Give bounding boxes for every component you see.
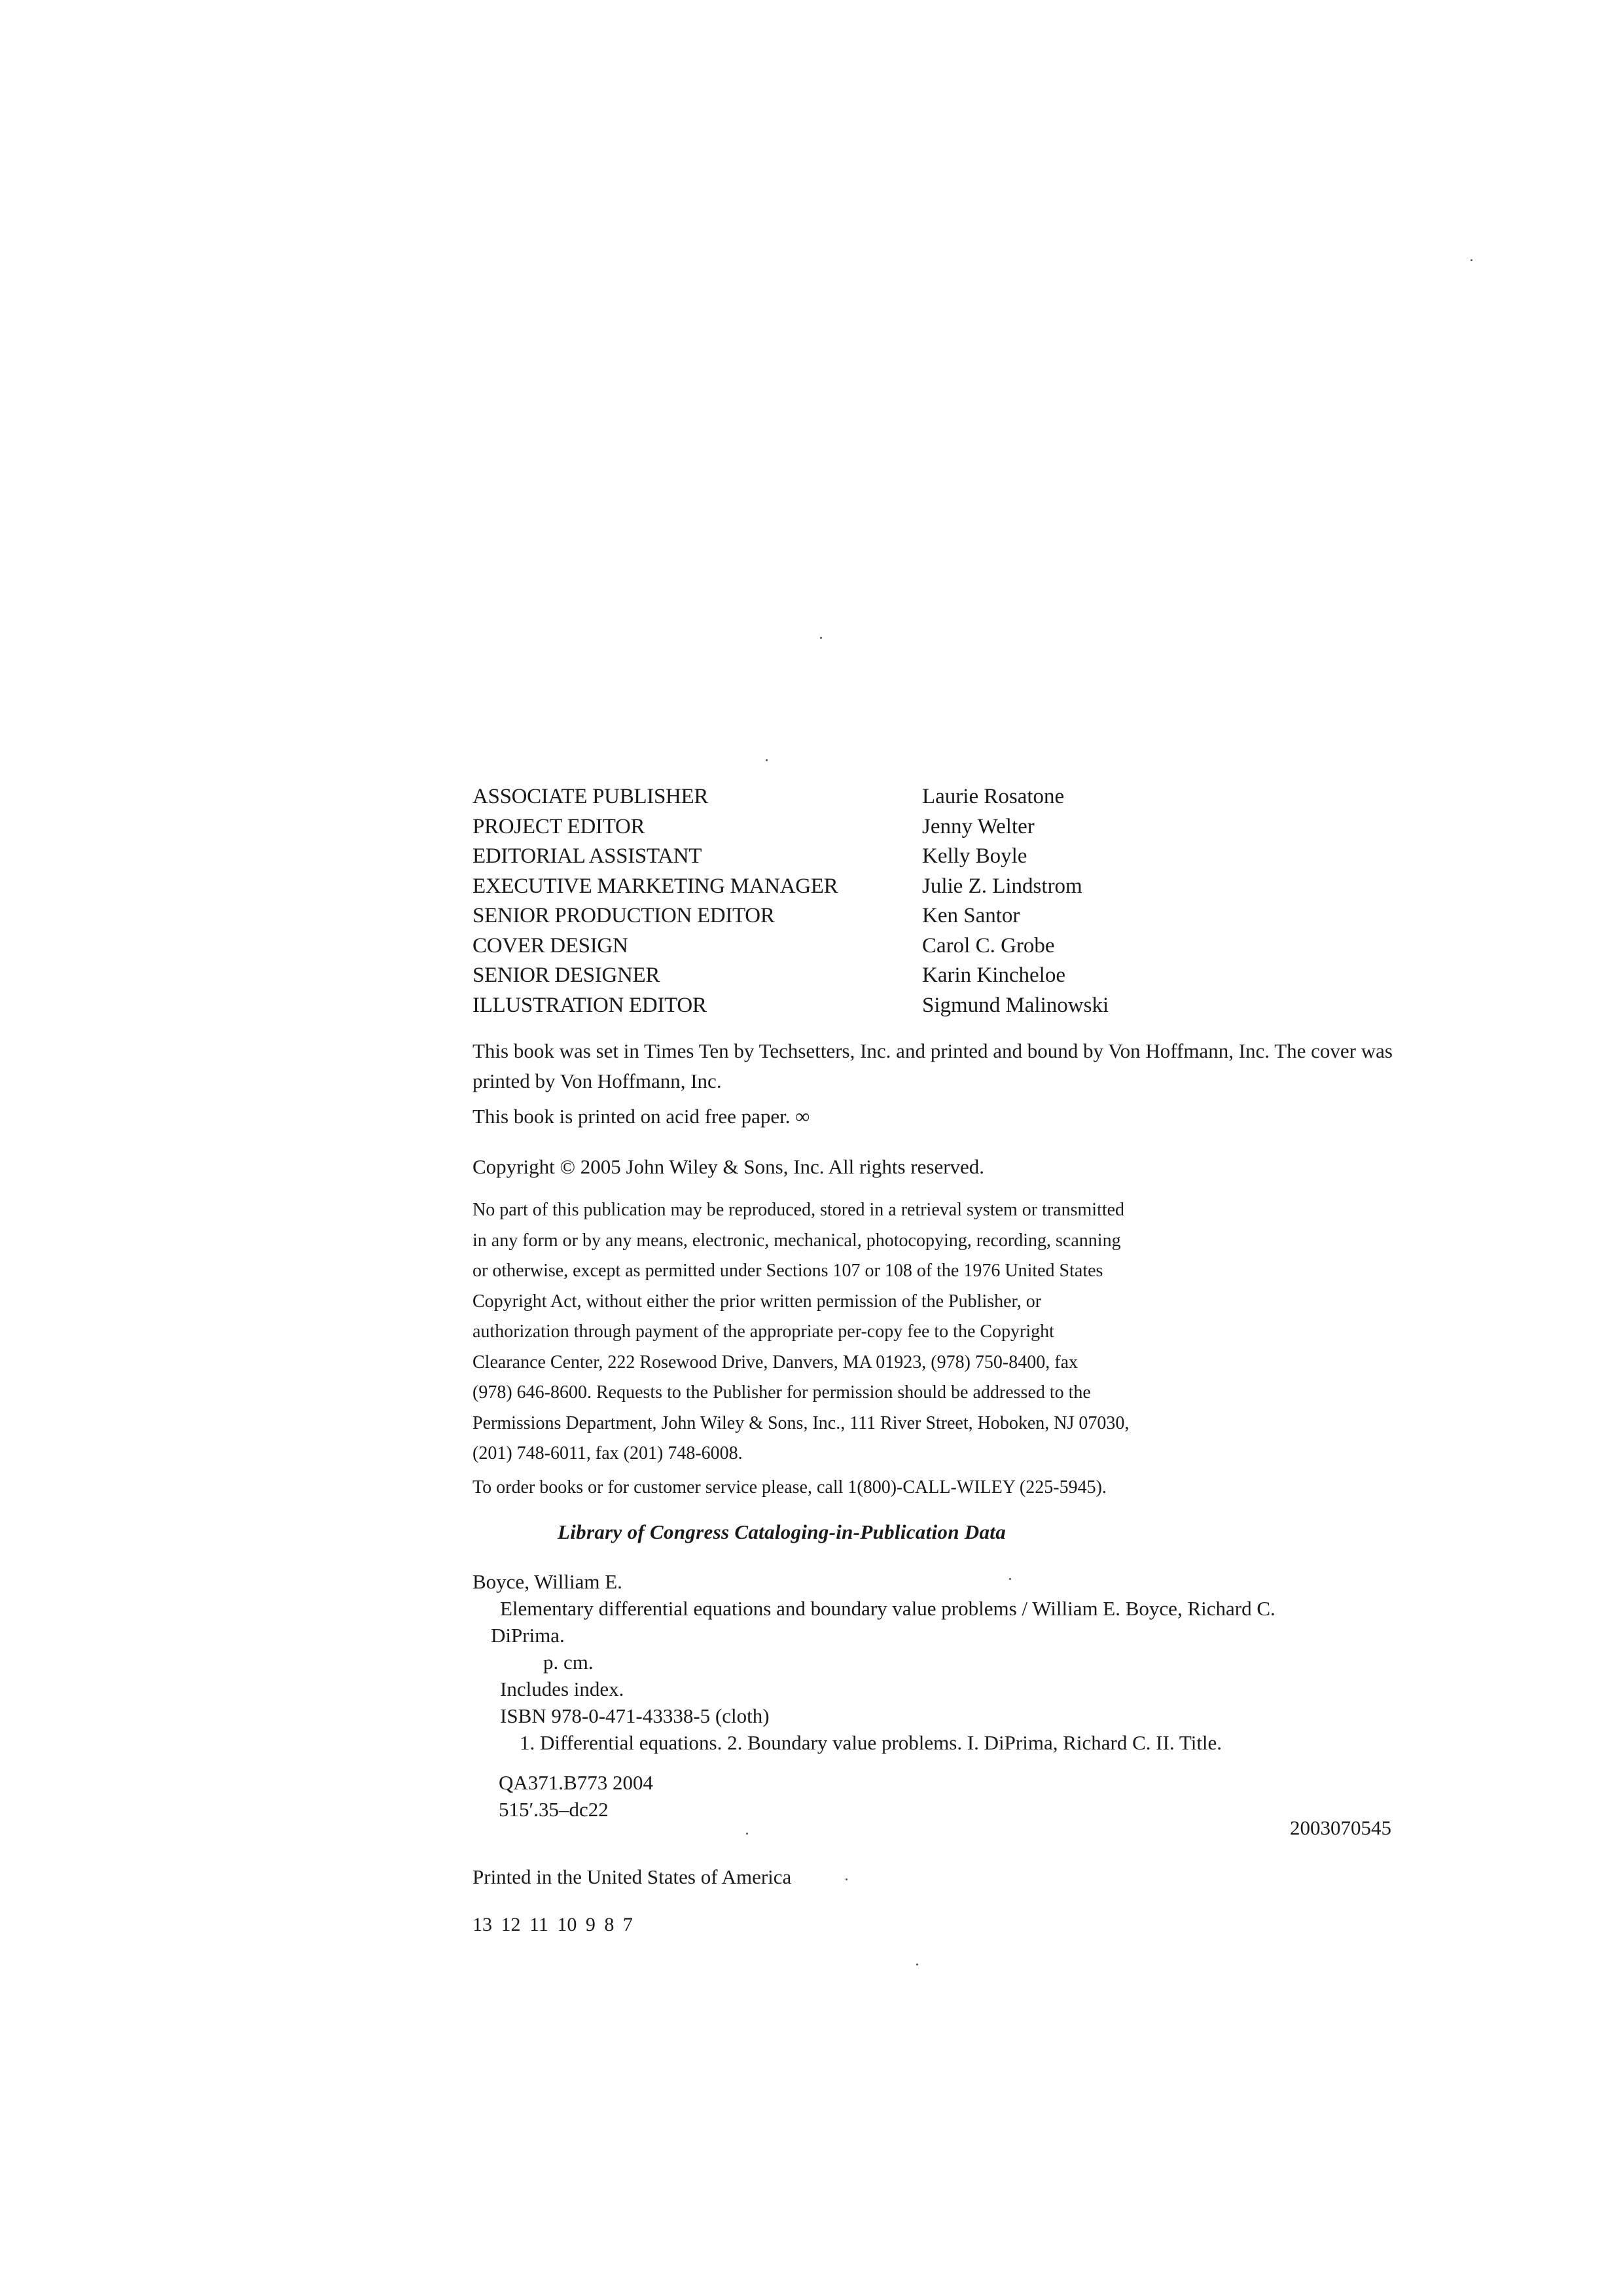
cip-index: Includes index. [500, 1677, 624, 1700]
cip-isbn: ISBN 978-0-471-43338-5 (cloth) [500, 1704, 770, 1727]
staff-name: Jenny Welter [922, 814, 1035, 838]
typeset-note: This book was set in Times Ten by Techsetters, Inc. and printed and bound by Von Hoffmann, Inc. The cover was printed by Von Hoffmann, Inc. [473, 1039, 1393, 1092]
rights-line: in any form or by any means, electronic, mechanical, photocopying, recording, scanning [473, 1230, 1121, 1251]
staff-role: COVER DESIGN [473, 933, 628, 958]
scan-speck [916, 1964, 918, 1965]
staff-name: Karin Kincheloe [922, 963, 1065, 987]
staff-row [473, 991, 1441, 1021]
rights-line: authorization through payment of the appropriate per-copy fee to the Copyright [473, 1321, 1054, 1342]
cip-author: Boyce, William E. [473, 1570, 622, 1593]
scan-speck [1009, 1578, 1011, 1580]
rights-line: Clearance Center, 222 Rosewood Drive, Danvers, MA 01923, (978) 750-8400, fax [473, 1352, 1078, 1372]
rights-line: Copyright Act, without either the prior written permission of the Publisher, or [473, 1291, 1042, 1312]
rights-line: (201) 748-6011, fax (201) 748-6008. [473, 1443, 743, 1463]
rights-line: Permissions Department, John Wiley & Sons, Inc., 111 River Street, Hoboken, NJ 07030, [473, 1412, 1130, 1433]
call-number: QA371.B773 2004 [499, 1771, 653, 1794]
cip-subjects: 1. Differential equations. 2. Boundary value problems. I. DiPrima, Richard C. II. Title. [520, 1731, 1222, 1754]
rights-line: or otherwise, except as permitted under Sections 107 or 108 of the 1976 United States [473, 1261, 1103, 1281]
scan-speck [846, 1878, 847, 1880]
cip-title-continued: DiPrima. [491, 1624, 565, 1647]
printed-in: Printed in the United States of America [473, 1865, 792, 1888]
staff-role: PROJECT EDITOR [473, 814, 645, 838]
lccn: 2003070545 [1290, 1816, 1391, 1839]
staff-row [473, 872, 1441, 902]
rights-statement [473, 1195, 1284, 1469]
staff-row [473, 961, 1441, 991]
staff-role: ASSOCIATE PUBLISHER [473, 785, 709, 808]
cip-record [473, 1568, 1415, 1756]
staff-name: Julie Z. Lindstrom [922, 874, 1082, 898]
staff-name: Ken Santor [922, 904, 1020, 927]
scan-speck [1471, 259, 1472, 261]
staff-role: ILLUSTRATION EDITOR [473, 993, 707, 1017]
scan-speck [820, 637, 822, 639]
staff-role: EXECUTIVE MARKETING MANAGER [473, 874, 838, 898]
staff-row [473, 842, 1441, 872]
staff-name: Carol C. Grobe [922, 933, 1055, 958]
cip-classification [499, 1769, 653, 1823]
rights-line: (978) 646-8600. Requests to the Publisher for permission should be addressed to the [473, 1382, 1091, 1403]
cip-title: Elementary differential equations and boundary value problems / William E. Boyce, Richard C. [500, 1597, 1275, 1620]
staff-row [473, 782, 1441, 812]
staff-row [473, 931, 1441, 961]
dewey-number: 515′.35–dc22 [499, 1798, 609, 1821]
staff-role: EDITORIAL ASSISTANT [473, 844, 702, 868]
scan-speck [766, 759, 768, 761]
copyright-line: Copyright © 2005 John Wiley & Sons, Inc. All rights reserved. [473, 1155, 985, 1178]
scan-speck [746, 1833, 748, 1835]
cip-pages: p. cm. [543, 1651, 594, 1674]
staff-role: SENIOR PRODUCTION EDITOR [473, 904, 775, 927]
staff-name: Laurie Rosatone [922, 785, 1065, 808]
staff-role: SENIOR DESIGNER [473, 963, 660, 987]
staff-row [473, 901, 1441, 931]
print-line: 13 12 11 10 9 8 7 [473, 1914, 633, 1935]
order-note: To order books or for customer service please, call 1(800)-CALL-WILEY (225-5945). [473, 1477, 1107, 1498]
cip-heading: Library of Congress Cataloging-in-Publication Data [558, 1520, 1007, 1543]
rights-line: No part of this publication may be reproduced, stored in a retrieval system or transmitted [473, 1200, 1125, 1220]
acid-free-note: This book is printed on acid free paper. ∞ [473, 1105, 810, 1128]
staff-name: Sigmund Malinowski [922, 993, 1109, 1017]
staff-credits [473, 782, 1441, 1020]
staff-name: Kelly Boyle [922, 844, 1027, 868]
staff-row [473, 812, 1441, 842]
